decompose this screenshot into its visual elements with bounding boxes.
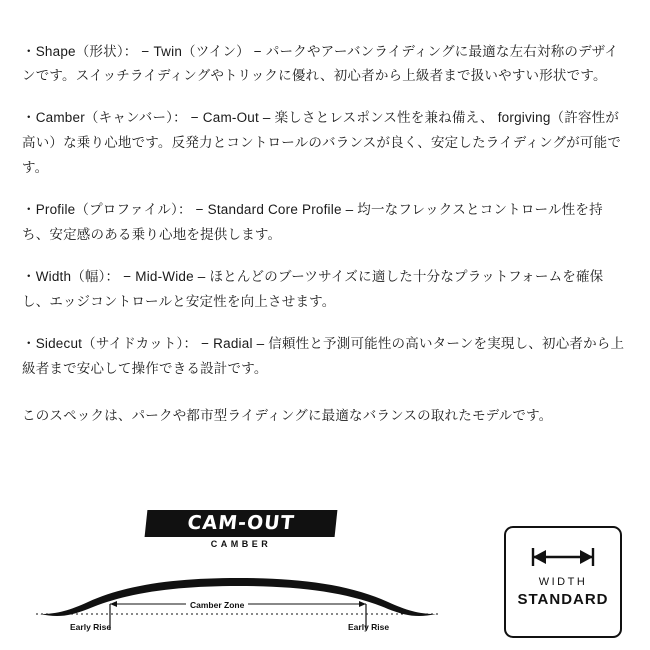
spec-item-camber: ・Camber（キャンバー）： − Cam-Out – 楽しさとレスポンス性を兼ね備え、 forgiving（許容性が高い）な乗り心地です。反発力とコントロールのバランスが良く、安定したライディングが可能です。 bbox=[22, 110, 622, 176]
width-badge bbox=[504, 526, 622, 638]
spec-item-shape: ・Shape（形状）： − Twin（ツイン） − パークやアーバンライディングに最適な左右対称のデザインです。スイッチライディングやトリックに優れ、初心者から上級者まで扱いやすい形状です。 bbox=[22, 43, 619, 84]
spec-item-profile: ・Profile（プロファイル）： − Standard Core Profile – 均一なフレックスとコントロール性を持ち、安定感のある乗り心地を提供します。 bbox=[22, 202, 603, 243]
arrow-right bbox=[359, 601, 366, 607]
width-badge-label: WIDTH bbox=[538, 576, 588, 588]
early-rise-label-right: Early Rise bbox=[348, 622, 390, 632]
camber-logo-main-text: CAM-OUT bbox=[145, 510, 338, 537]
figures-area bbox=[0, 500, 650, 650]
width-badge-value: STANDARD bbox=[517, 591, 609, 608]
spec-summary: このスペックは、パークや都市型ライディングに最適なバランスの取れたモデルです。 bbox=[22, 408, 553, 424]
early-rise-label-left: Early Rise bbox=[70, 622, 112, 632]
camber-diagram bbox=[18, 500, 458, 650]
arrow-left bbox=[110, 601, 117, 607]
camber-zone-label: Camber Zone bbox=[186, 600, 248, 610]
camber-logo bbox=[146, 510, 336, 549]
camber-profile-svg bbox=[18, 552, 458, 642]
board-profile-shape bbox=[40, 578, 436, 616]
width-arrows-icon bbox=[526, 544, 600, 570]
spec-item-sidecut: ・Sidecut（サイドカット）： − Radial – 信頼性と予測可能性の高いターンを実現し、初心者から上級者まで安心して操作できる設計です。 bbox=[22, 336, 625, 377]
camber-logo-sub-text: CAMBER bbox=[210, 539, 272, 549]
spec-item-width: ・Width（幅）： − Mid-Wide – ほとんどのブーツサイズに適した十分なプラットフォームを確保し、エッジコントロールと安定性を向上させます。 bbox=[22, 269, 604, 310]
